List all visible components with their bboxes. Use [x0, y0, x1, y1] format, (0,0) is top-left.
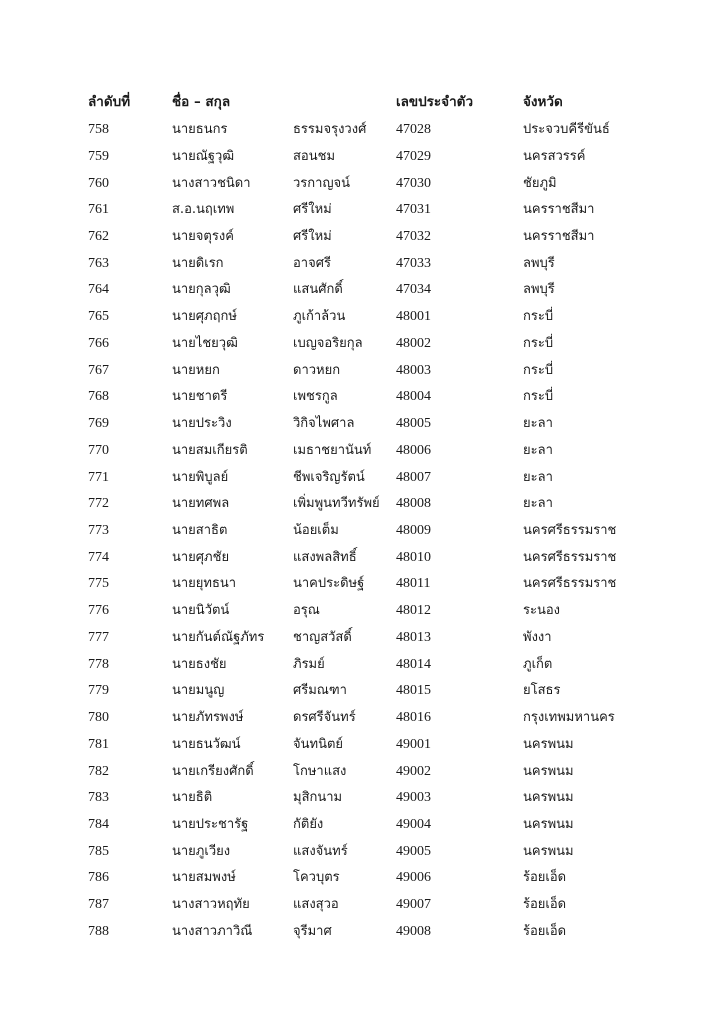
first-name-cell: นายธนวัฒน์ — [172, 736, 241, 752]
first-name-cell: นายณัฐวุฒิ — [172, 148, 235, 164]
province-cell: กระบี่ — [523, 362, 554, 378]
province-cell: กระบี่ — [523, 335, 554, 351]
order-cell: 771 — [88, 469, 109, 485]
table-row — [0, 759, 724, 785]
province-cell: นครสวรรค์ — [523, 148, 586, 164]
order-cell: 766 — [88, 335, 109, 351]
last-name-cell: โควบุตร — [293, 870, 340, 886]
order-cell: 783 — [88, 790, 109, 806]
id-cell: 47028 — [396, 122, 431, 137]
id-cell: 48012 — [396, 603, 431, 619]
province-cell: ระนอง — [523, 603, 561, 619]
first-name-cell: นายสาธิต — [172, 523, 228, 538]
table-row — [0, 277, 724, 303]
id-cell: 47033 — [396, 255, 431, 271]
last-name-cell: สอนชม — [293, 148, 336, 164]
table-row — [0, 625, 724, 651]
last-name-cell: ภิรมย์ — [293, 656, 325, 672]
last-name-cell: กัติยัง — [293, 817, 324, 832]
province-cell: ภูเก็ต — [523, 656, 553, 672]
first-name-cell: นายศุภฤกษ์ — [172, 309, 237, 325]
id-cell: 48007 — [396, 469, 431, 485]
first-name-cell: นายหยก — [172, 362, 220, 378]
table-row — [0, 304, 724, 330]
table-row — [0, 438, 724, 464]
order-cell: 781 — [88, 736, 109, 752]
first-name-cell: นายทศพล — [172, 496, 230, 512]
province-cell: ประจวบคีรีขันธ์ — [523, 122, 610, 137]
last-name-cell: เบญจอริยกุล — [293, 335, 363, 351]
table-row — [0, 678, 724, 704]
province-cell: ลพบุรี — [523, 282, 555, 298]
order-cell: 759 — [88, 148, 109, 164]
first-name-cell: นายกันต์ณัฐภัทร — [172, 629, 265, 645]
first-name-cell: นายสมพงษ์ — [172, 870, 236, 886]
province-cell: ยโสธร — [523, 683, 561, 699]
last-name-cell: ศรีมณฑา — [293, 683, 347, 699]
id-cell: 49005 — [396, 843, 431, 859]
id-cell: 48008 — [396, 496, 431, 512]
province-cell: ยะลา — [523, 442, 553, 458]
last-name-cell: ชีพเจริญรัตน์ — [293, 469, 365, 485]
province-cell: กระบี่ — [523, 389, 554, 405]
last-name-cell: อาจศรี — [293, 255, 331, 271]
table-row — [0, 251, 724, 277]
table-row — [0, 331, 724, 357]
first-name-cell: นายประวิง — [172, 416, 232, 431]
table-row — [0, 839, 724, 865]
last-name-cell: นาคประดิษฐ์ — [293, 576, 365, 592]
table-row — [0, 571, 724, 597]
last-name-cell: ศรีใหม่ — [293, 202, 332, 218]
id-cell: 49006 — [396, 870, 431, 886]
first-name-cell: นายภูเวียง — [172, 843, 231, 859]
first-name-cell: นายกุลวุฒิ — [172, 282, 231, 298]
first-name-cell: นายมนูญ — [172, 683, 225, 699]
first-name-cell: นายภัทรพงษ์ — [172, 710, 244, 726]
order-cell: 772 — [88, 496, 109, 512]
province-cell: ร้อยเอ็ด — [523, 923, 567, 939]
id-cell: 49002 — [396, 763, 431, 779]
id-cell: 48015 — [396, 683, 431, 699]
order-cell: 769 — [88, 416, 109, 431]
id-cell: 48013 — [396, 629, 431, 645]
id-cell: 48003 — [396, 362, 431, 378]
first-name-cell: นายยุทธนา — [172, 576, 237, 592]
table-row — [0, 171, 724, 197]
order-cell: 775 — [88, 576, 109, 592]
id-cell: 47032 — [396, 228, 431, 244]
header-id: เลขประจำตัว — [396, 94, 474, 110]
order-cell: 776 — [88, 603, 109, 619]
first-name-cell: นางสาวภาวิณี — [172, 923, 253, 939]
table-row — [0, 732, 724, 758]
table-row — [0, 518, 724, 544]
id-cell: 47030 — [396, 175, 431, 191]
order-cell: 770 — [88, 442, 109, 458]
id-cell: 48016 — [396, 710, 431, 726]
header-province: จังหวัด — [523, 94, 563, 110]
first-name-cell: ส.อ.นฤเทพ — [172, 202, 235, 218]
first-name-cell: นายดิเรก — [172, 255, 224, 271]
order-cell: 774 — [88, 549, 109, 565]
table-row — [0, 705, 724, 731]
province-cell: กระบี่ — [523, 309, 554, 325]
last-name-cell: เพชรกูล — [293, 389, 338, 405]
table-row — [0, 117, 724, 143]
first-name-cell: นายจตุรงค์ — [172, 228, 234, 244]
id-cell: 48014 — [396, 656, 431, 672]
last-name-cell: จันทนิตย์ — [293, 736, 344, 752]
province-cell: ร้อยเอ็ด — [523, 870, 567, 886]
table-row — [0, 865, 724, 891]
order-cell: 767 — [88, 362, 109, 378]
order-cell: 763 — [88, 255, 109, 271]
last-name-cell: ธรรมจรุงวงศ์ — [293, 122, 367, 137]
id-cell: 49008 — [396, 923, 431, 939]
id-cell: 49004 — [396, 817, 431, 832]
id-cell: 48010 — [396, 549, 431, 565]
last-name-cell: อรุณ — [293, 603, 320, 619]
id-cell: 49007 — [396, 897, 431, 913]
order-cell: 760 — [88, 175, 109, 191]
table-row — [0, 919, 724, 945]
last-name-cell: แสนศักดิ์ — [293, 282, 343, 298]
last-name-cell: โกษาแสง — [293, 763, 347, 779]
last-name-cell: ดาวหยก — [293, 362, 341, 378]
last-name-cell: เพิ่มพูนทวีทรัพย์ — [293, 496, 380, 512]
id-cell: 47031 — [396, 202, 431, 218]
province-cell: นครพนม — [523, 736, 574, 752]
last-name-cell: น้อยเต็ม — [293, 523, 339, 538]
first-name-cell: นายธงชัย — [172, 656, 227, 672]
province-cell: นครราชสีมา — [523, 228, 595, 244]
province-cell: ลพบุรี — [523, 255, 555, 271]
table-row — [0, 384, 724, 410]
last-name-cell: วรกาญจน์ — [293, 175, 351, 191]
province-cell: ยะลา — [523, 416, 553, 431]
id-cell: 48006 — [396, 442, 431, 458]
province-cell: นครศรีธรรมราช — [523, 523, 617, 538]
province-cell: นครศรีธรรมราช — [523, 549, 617, 565]
id-cell: 49003 — [396, 790, 431, 806]
order-cell: 778 — [88, 656, 109, 672]
id-cell: 47034 — [396, 282, 431, 298]
order-cell: 785 — [88, 843, 109, 859]
province-cell: นครพนม — [523, 790, 574, 806]
header-order: ลำดับที่ — [88, 94, 131, 110]
order-cell: 765 — [88, 309, 109, 325]
order-cell: 761 — [88, 202, 109, 218]
id-cell: 48005 — [396, 416, 431, 431]
table-row — [0, 197, 724, 223]
first-name-cell: นายเกรียงศักดิ์ — [172, 763, 254, 779]
table-row — [0, 358, 724, 384]
table-row — [0, 224, 724, 250]
last-name-cell: ชาญสวัสดิ์ — [293, 629, 352, 645]
order-cell: 780 — [88, 710, 109, 726]
last-name-cell: แสงพลสิทธิ์ — [293, 549, 357, 565]
id-cell: 48002 — [396, 335, 431, 351]
order-cell: 758 — [88, 122, 109, 137]
table-row — [0, 491, 724, 517]
table-row — [0, 652, 724, 678]
first-name-cell: นายชาตรี — [172, 389, 228, 405]
first-name-cell: นายพิบูลย์ — [172, 469, 229, 485]
id-cell: 49001 — [396, 736, 431, 752]
first-name-cell: นายไชยวุฒิ — [172, 335, 238, 351]
id-cell: 48004 — [396, 389, 431, 405]
last-name-cell: เมธาชยานันท์ — [293, 442, 372, 458]
order-cell: 782 — [88, 763, 109, 779]
first-name-cell: นายสมเกียรติ — [172, 442, 248, 458]
id-cell: 48011 — [396, 576, 431, 592]
province-cell: นครพนม — [523, 763, 574, 779]
table-header — [0, 89, 724, 115]
first-name-cell: นายประชารัฐ — [172, 817, 249, 832]
table-row — [0, 892, 724, 918]
last-name-cell: แสงสุวอ — [293, 897, 339, 913]
order-cell: 788 — [88, 923, 109, 939]
first-name-cell: นางสาวหฤทัย — [172, 897, 250, 913]
table-row — [0, 545, 724, 571]
last-name-cell: จุรีมาศ — [293, 923, 332, 939]
last-name-cell: วิกิจไพศาล — [293, 416, 355, 431]
table-row — [0, 411, 724, 437]
order-cell: 768 — [88, 389, 109, 405]
last-name-cell: แสงจันทร์ — [293, 843, 348, 859]
province-cell: นครพนม — [523, 843, 574, 859]
province-cell: พังงา — [523, 629, 552, 645]
province-cell: ยะลา — [523, 469, 553, 485]
order-cell: 777 — [88, 629, 109, 645]
province-cell: ยะลา — [523, 496, 553, 512]
province-cell: นครศรีธรรมราช — [523, 576, 617, 592]
province-cell: ชัยภูมิ — [523, 175, 557, 191]
table-row — [0, 465, 724, 491]
header-name: ชื่อ – สกุล — [172, 94, 231, 110]
order-cell: 787 — [88, 897, 109, 913]
id-cell: 48001 — [396, 309, 431, 325]
id-cell: 48009 — [396, 523, 431, 538]
first-name-cell: นางสาวชนิดา — [172, 175, 251, 191]
province-cell: นครราชสีมา — [523, 202, 595, 218]
table-row — [0, 812, 724, 838]
id-cell: 47029 — [396, 148, 431, 164]
first-name-cell: นายนิวัตน์ — [172, 603, 230, 619]
province-cell: นครพนม — [523, 817, 574, 832]
first-name-cell: นายศุภชัย — [172, 549, 230, 565]
province-cell: กรุงเทพมหานคร — [523, 710, 615, 726]
first-name-cell: นายธนกร — [172, 122, 228, 137]
order-cell: 773 — [88, 523, 109, 538]
order-cell: 764 — [88, 282, 109, 298]
order-cell: 784 — [88, 817, 109, 832]
last-name-cell: ภูเก้าล้วน — [293, 309, 346, 325]
first-name-cell: นายธิติ — [172, 790, 213, 806]
last-name-cell: ดรศรีจันทร์ — [293, 710, 356, 726]
last-name-cell: ศรีใหม่ — [293, 228, 332, 244]
table-row — [0, 785, 724, 811]
order-cell: 762 — [88, 228, 109, 244]
order-cell: 779 — [88, 683, 109, 699]
table-row — [0, 144, 724, 170]
table-row — [0, 598, 724, 624]
last-name-cell: มุสิกนาม — [293, 790, 343, 806]
order-cell: 786 — [88, 870, 109, 886]
province-cell: ร้อยเอ็ด — [523, 897, 567, 913]
